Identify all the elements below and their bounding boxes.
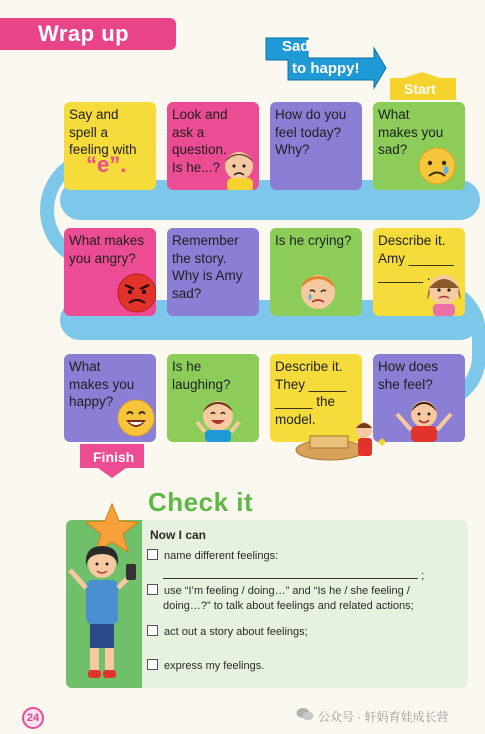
card-text: Describe it. They _____ _____ the model. [275,359,347,427]
card-say-and-spell [64,102,156,190]
flag-text-to-happy: to happy! [292,60,360,77]
card-letter-e: “e”. [86,152,127,177]
girl-with-phone-illustration [62,540,142,680]
answer-line[interactable] [163,568,418,579]
card-remember-story [167,228,259,316]
card-text: Is he crying? [275,233,352,248]
happy-girl-illustration [389,392,459,442]
card-text: Say and spell a feeling with [69,107,137,157]
checklist-text-line2: doing…?” to talk about feelings and related actions; [163,600,414,612]
checkbox[interactable] [147,625,158,636]
card-is-he-crying [270,228,362,316]
card-what-makes-you-angry [64,228,156,316]
checklist-text: express my feelings. [164,660,265,672]
start-label: Start [404,81,436,97]
page-number: 24 [22,707,44,729]
card-is-he-laughing [167,354,259,442]
card-what-makes-you-happy [64,354,156,442]
page-title: Wrap up [38,21,130,46]
card-text: How does she feel? [378,359,439,392]
card-text: What makes you happy? [69,359,135,409]
watermark-text: 公众号 · 轩妈育娃成长营 [318,710,449,724]
angry-face-emoji-icon [116,272,156,314]
checklist-text-end: ; [421,570,425,582]
checklist-item-use-phrases [147,584,414,614]
checklist-text: name different feelings: [164,550,279,562]
checkbox[interactable] [147,659,158,670]
checkbox[interactable] [147,584,158,595]
card-how-do-you-feel [270,102,362,190]
checklist-text: use “I’m feeling / doing…” and “Is he / she feeling / [164,585,410,597]
checklist-item-name-feelings [147,549,424,584]
checkbox[interactable] [147,549,158,560]
card-text: Look and ask a question. Is he...? [172,107,228,175]
card-text: How do you feel today? Why? [275,107,347,157]
check-it-title: Check it [148,487,254,517]
card-text: What makes you angry? [69,233,145,266]
card-what-makes-you-sad [373,102,465,190]
crying-boy-face-illustration [296,268,340,316]
card-text: Is he laughing? [172,359,231,392]
card-text: Describe it. Amy ______ ______ . [378,233,454,283]
card-look-and-ask [167,102,259,190]
now-i-can-heading: Now I can [150,528,207,542]
card-text: What makes you sad? [378,107,444,157]
flag-text-sad: Sad [282,38,310,55]
checklist-item-act-out-story [147,625,308,640]
wechat-icon [296,707,314,721]
checklist-item-express-feelings [147,659,264,674]
finish-label: Finish [93,449,135,465]
checklist-text: act out a story about feelings; [164,626,308,638]
laughing-boy-illustration [193,392,243,442]
card-describe-amy [373,228,465,316]
card-text: Remember the story. Why is Amy sad? [172,233,243,301]
